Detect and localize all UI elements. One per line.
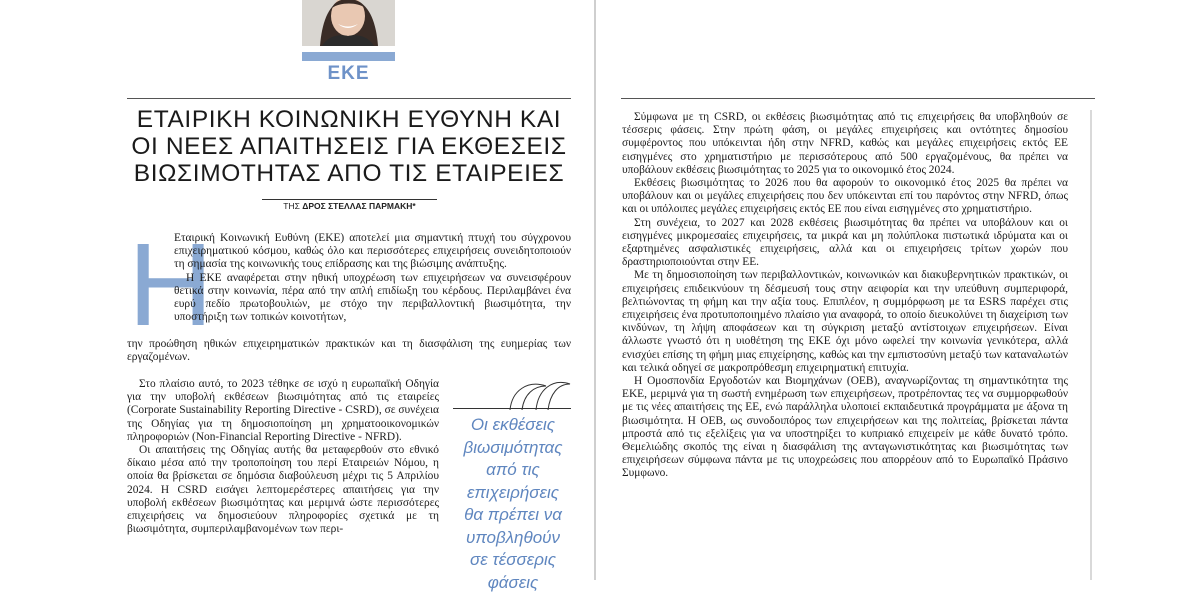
- left-column-full: [127, 338, 571, 364]
- left-column-narrow: [127, 378, 439, 536]
- pullquote-line: Οι εκθέσεις: [448, 414, 578, 437]
- headline-line: ΕΤΑΙΡΙΚΗ ΚΟΙΝΩΝΙΚΗ ΕΥΘΥΝΗ ΚΑΙ: [127, 106, 571, 133]
- paragraph: Σύμφωνα με τη CSRD, οι εκθέσεις βιωσιμότητας από τις επιχειρήσεις θα υποβληθούν σε τέσσερις φάσεις. Στην πρώτη φάση, οι μεγάλες επιχειρήσεις και οντότητες δημοσίου συμφέροντος που υπόκεινται ήδη στην NFRD, καθώς και μεγάλες επιχειρήσεις εκτός ΕΕ εισηγμένες στο χρηματιστήριο με περισσότερους από 500 εργαζομένους, θα πρέπει να υποβάλουν εκθέσεις βιωσιμότητας το 2025 για το οικονομικό έτος 2024.: [622, 111, 1068, 177]
- pullquote-rule: [453, 408, 571, 409]
- drop-cap: Η: [128, 236, 213, 334]
- paragraph: Η ΕΚΕ αναφέρεται στην ηθική υποχρέωση των επιχειρήσεων να συνεισφέρουν θετικά στην κοινωνία, πέρα από την απλή επιδίωξη του κέρδους. Περιλαμβάνει ένα ευρύ πεδίο πρωτοβουλιών, με στόχο την περιβαλλοντική βιωσιμότητα, την υποστήριξη των τοπικών κοινοτήτων,: [174, 272, 571, 325]
- headline: [127, 106, 571, 187]
- paragraph: Με τη δημοσιοποίηση των περιβαλλοντικών, κοινωνικών και διακυβερνητικών πρακτικών, οι επιχειρήσεις επιδεικνύουν τη δέσμευσή τους στην αειφορία και την υπεύθυνη συμπεριφορά, βελτιώνοντας τη φήμη και την αξία τους. Επιπλέον, η συμμόρφωση με τα ESRS παρέχει στις επιχειρήσεις ένα προτυποποιημένο πλαίσιο για αναφορά, το οποίο διευκολύνει τη διαχείριση των κινδύνων, τη λήψη αποφάσεων και τη σύγκριση μεταξύ αντίστοιχων επιχειρήσεων. Είναι άλλωστε γνωστό ότι η υιοθέτηση της ΕΚΕ όχι μόνο ωφελεί την κοινωνία γενικότερα, αλλά ενισχύει επίσης τη φήμη μιας επιχείρησης, καθώς και την εμπιστοσύνη μεταξύ των καταναλωτών και τελικά οδηγεί σε μακροπρόθεσμη επιχειρηματική επιτυχία.: [622, 269, 1068, 375]
- paragraph: την προώθηση ηθικών επιχειρηματικών πρακτικών και τη διασφάλιση της ευημερίας των εργαζομένων.: [127, 338, 571, 364]
- paragraph: Εκθέσεις βιωσιμότητας το 2026 που θα αφορούν το οικονομικό έτος 2025 θα πρέπει να υποβάλουν και οι μεγάλες επιχειρήσεις που δεν υπόκεινται επί του παρόντος στην NFRD, όπως και οι υπόλοιπες μεγάλες επιχειρήσεις εκτός ΕΕ που είναι εισηγμένες στο χρηματιστήριο.: [622, 177, 1068, 217]
- headline-line: ΒΙΩΣΙΜΟΤΗΤΑΣ ΑΠΟ ΤΙΣ ΕΤΑΙΡΕΙΕΣ: [127, 160, 571, 187]
- paragraph: Στη συνέχεια, το 2027 και 2028 εκθέσεις βιωσιμότητας θα πρέπει να υποβάλουν και οι εισηγμένες μικρομεσαίες επιχειρήσεις, τα μικρά και μη πολύπλοκα πιστωτικά ιδρύματα και οι εξαρτημένες ασφαλιστικές επιχειρήσεις, αλλά και οι επιχειρήσεις τρίτων χωρών που δραστηριοποιούνται στην ΕΕ.: [622, 217, 1068, 270]
- byline-prefix: ΤΗΣ: [283, 201, 302, 211]
- pullquote-line: σε τέσσερις: [448, 549, 578, 572]
- left-column-intro: [174, 232, 571, 324]
- byline: [262, 201, 437, 211]
- pullquote-line: φάσεις: [448, 572, 578, 594]
- pullquote-line: επιχειρήσεις: [448, 482, 578, 505]
- pull-quote: [448, 414, 578, 594]
- right-column-edge: [1090, 110, 1092, 580]
- quote-swoosh-icon: [506, 376, 572, 412]
- byline-author: ΔΡΟΣ ΣΤΕΛΛΑΣ ΠΑΡΜΑΚΗ*: [302, 201, 416, 211]
- page-fold: [594, 0, 596, 580]
- paragraph: Οι απαιτήσεις της Οδηγίας αυτής θα μεταφερθούν στο εθνικό δίκαιο μέσα από την τροποποίηση του περί Εταιρειών Νόμου, η οποία θα βρίσκεται σε δημόσια διαβούλευση μέχρι τις 5 Απριλίου 2024. Η CSRD εισάγει λεπτομερέστερες απαιτήσεις για την υποβολή εκθέσεων βιωσιμότητας και μεριμνά ώστε περισσότερες επιχειρήσεις να δημοσιεύουν πληροφορίες σχετικά με τη βιωσιμότητα, συμπεριλαμβανομένων των περι-: [127, 444, 439, 536]
- headline-line: ΟΙ ΝΕΕΣ ΑΠΑΙΤΗΣΕΙΣ ΓΙΑ ΕΚΘΕΣΕΙΣ: [127, 133, 571, 160]
- pullquote-line: θα πρέπει να: [448, 504, 578, 527]
- paragraph: Στο πλαίσιο αυτό, το 2023 τέθηκε σε ισχύ η ευρωπαϊκή Οδηγία για την υποβολή εκθέσεων βιωσιμότητας από τις εταιρείες (Corporate Sustainability Reporting Directive - CSRD), σε συνέχεια της Οδηγίας για τη δημοσιοποίηση μη χρηματοοικονομικών πληροφοριών (Non-Financial Reporting Directive - NFRD).: [127, 378, 439, 444]
- section-label: ΕΚΕ: [302, 63, 395, 85]
- left-top-rule: [127, 98, 571, 99]
- paragraph: Εταιρική Κοινωνική Ευθύνη (ΕΚΕ) αποτελεί μια σημαντική πτυχή του σύγχρονου επιχειρηματικού κόσμου, καθώς όλο και περισσότερες επιχειρήσεις συνειδητοποιούν τη σημασία της κοινωνικής τους επίδρασης και της βιώσιμης ανάπτυξης.: [174, 232, 571, 272]
- right-top-rule: [621, 98, 1095, 99]
- pullquote-line: βιωσιμότητας: [448, 437, 578, 460]
- pullquote-line: υποβληθούν: [448, 527, 578, 550]
- byline-rule: [262, 199, 437, 200]
- pullquote-line: από τις: [448, 459, 578, 482]
- paragraph: Η Ομοσπονδία Εργοδοτών και Βιομηχάνων (ΟΕΒ), αναγνωρίζοντας τη σημαντικότητα της ΕΚΕ, μεριμνά για τη σωστή ενημέρωση των επιχειρήσεων, προτρέποντας τες να συμμορφωθούν με τις νέες απαιτήσεις της ΕΕ, ενώ παράλληλα υλοποιεί εκπαιδευτικά προγράμματα με άξονα τη βιωσιμότητα. Η ΟΕΒ, ως συνοδοιπόρος των επιχειρήσεων και της πολιτείας, βρίσκεται πάντα μπροστά από τις εξελίξεις για να υποστηρίξει το κυπριακό επιχειρείν με κάθε δυνατό τρόπο. Θεμελιώδης σκοπός της είναι η διασφάλιση της ανταγωνιστικότητας και βιωσιμότητας των επιχειρήσεων σύμφωνα πάντα με τις υποχρεώσεις που απορρέουν από το Ευρωπαϊκό Πράσινο Συμφωνο.: [622, 375, 1068, 481]
- author-photo: [302, 0, 395, 46]
- right-column: [622, 111, 1068, 481]
- photo-accent-bar: [302, 52, 395, 61]
